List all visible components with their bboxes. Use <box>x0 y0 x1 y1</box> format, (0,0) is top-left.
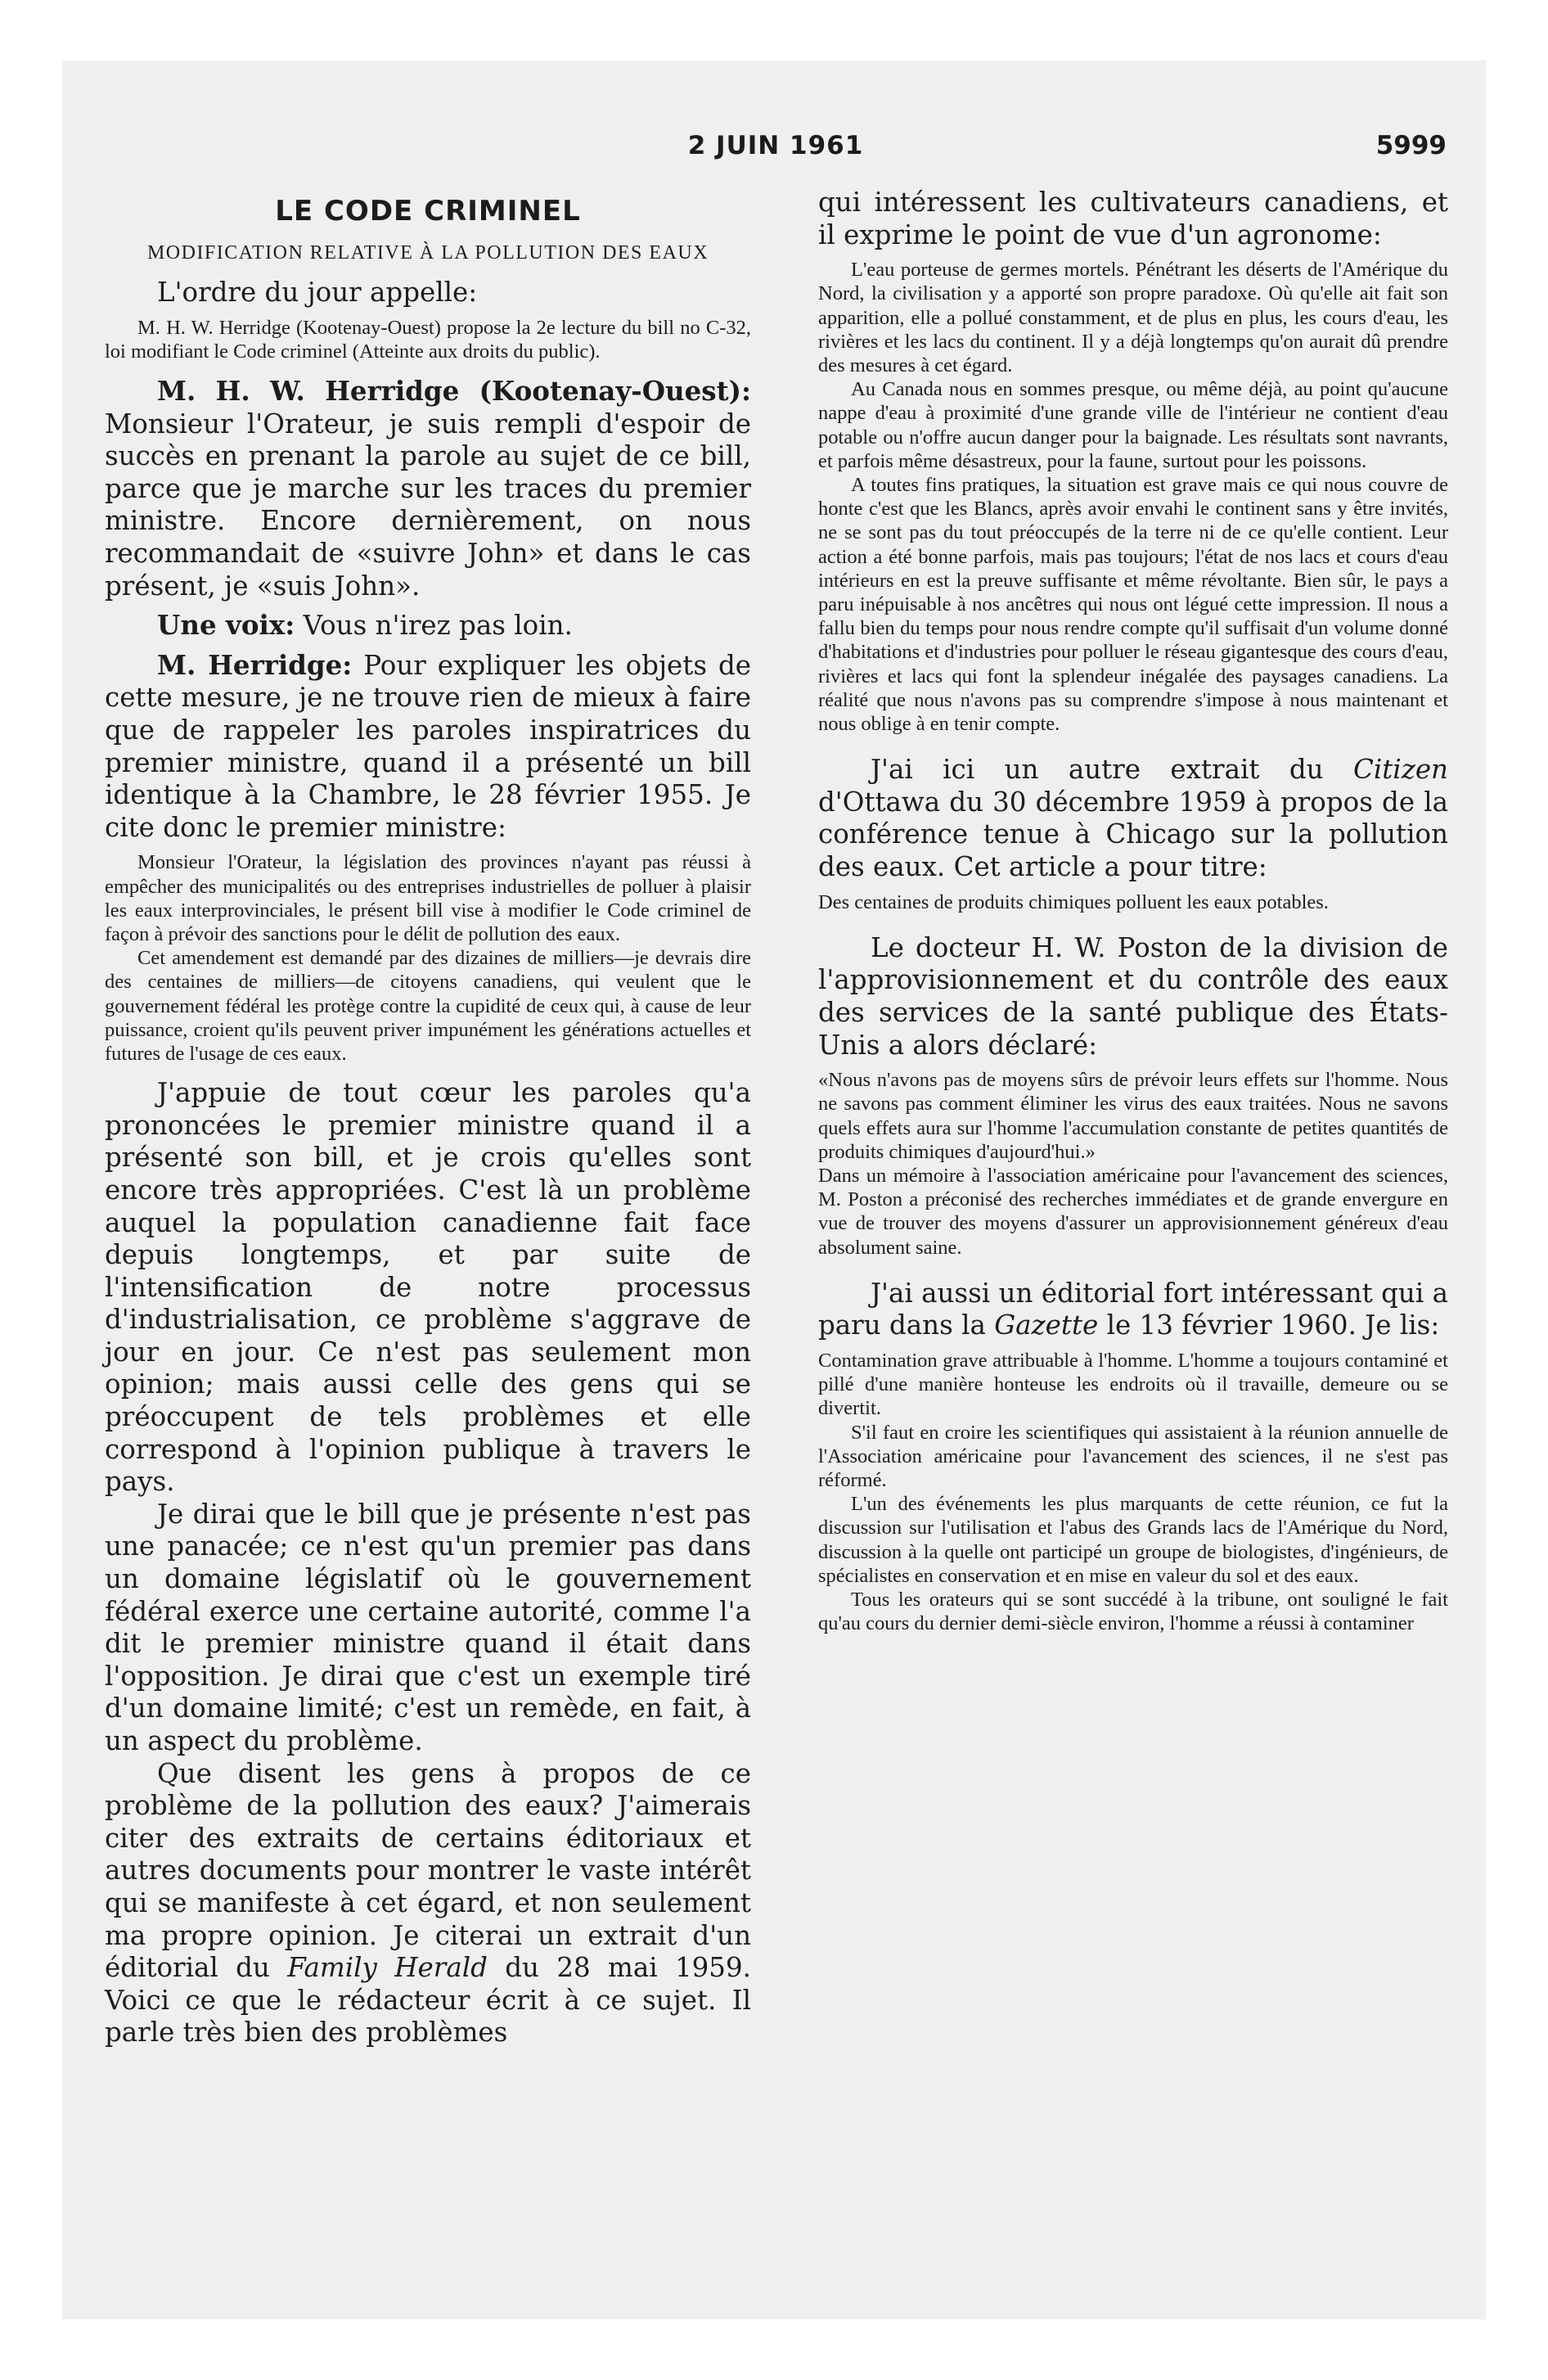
speech-paragraph: M. H. W. Herridge (Kootenay-Ouest): Monsieur l'Orateur, je suis rempli d'espoir de succès en prenant la parole au sujet de ce bill, parce que je marche sur les traces du premier ministre. Encore dernièrement, on nous recommandait de «suivre John» et dans le cas présent, je «suis John». <box>105 375 751 602</box>
speech-paragraph: qui intéressent les cultivateurs canadiens, et il exprime le point de vue d'un agronome: <box>818 187 1448 250</box>
page-date: 2 JUIN 1961 <box>687 131 864 160</box>
quoted-paragraph: L'eau porteuse de germes mortels. Pénétrant les déserts de l'Amérique du Nord, la civilisation y a apporté son propre paradoxe. Où qu'elle ait fait son apparition, elle a pollué constamment, et de plus en plus, les cours d'eau, les rivières et les lacs du continent. Il y a déjà longtemps qu'on aurait dû prendre des mesures à cet égard. <box>818 259 1448 376</box>
quoted-paragraph: A toutes fins pratiques, la situation est grave mais ce qui nous couvre de honte c'est que les Blancs, après avoir envahi le continent sans y être invités, ne se sont pas du tout préoccupés de la terre ni de ce qu'elle contient. Leur action a été bonne parfois, mais pas toujours; l'état de nos lacs et cours d'eau intérieurs en est la preuve suffisante et même révoltante. Bien sûr, le pays a paru inépuisable à nos ancêtres qui nous ont légué cette impression. Il nous a fallu bien du temps pour nous rendre compte qu'il suffisait d'un volume donné d'habitations et d'industries pour polluer le réseau gigantesque des cours d'eau, rivières et lacs qui font la splendeur inégalée des paysages canadiens. La réalité que nous n'avons pas su comprendre s'impose à nous maintenant et nous oblige à en tenir compte. <box>818 474 1448 736</box>
speech-paragraph: Que disent les gens à propos de ce problème de la pollution des eaux? J'aimerais citer des extraits de certains éditoriaux et autres documents pour montrer le vaste intérêt qui se manifeste à cet égard, et non seulement ma propre opinion. Je citerai un extrait d'un éditorial du Family Herald du 28 mai 1959. Voici ce que le rédacteur écrit à ce sujet. Il parle très bien des problèmes <box>105 1757 751 2049</box>
quoted-paragraph: Dans un mémoire à l'association américaine pour l'avancement des sciences, M. Poston a préconisé des recherches immédiates et de grande envergure en vue de trouver des moyens d'assurer un approvisionnement généreux d'eau absolument saine. <box>818 1165 1448 1259</box>
quoted-paragraph: Cet amendement est demandé par des dizaines de milliers—je devrais dire des centaines de milliers—de citoyens canadiens, qui veulent que le gouvernement fédéral les protège contre la cupidité de ceux qui, à cause de leur puissance, croient qu'ils peuvent priver impunément les générations actuelles et futures de l'usage de ces eaux. <box>105 947 751 1065</box>
quoted-paragraph: Tous les orateurs qui se sont succédé à la tribune, ont souligné le fait qu'au cours du dernier demi-siècle environ, l'homme a réussi à contaminer <box>818 1589 1448 1635</box>
right-column <box>818 187 1448 1635</box>
publication-title: Gazette <box>994 1309 1099 1341</box>
speech-paragraph: Le docteur H. W. Poston de la division de l'approvisionnement et du contrôle des eaux des services de la santé publique des États-Unis a alors déclaré: <box>818 931 1448 1061</box>
section-title: LE CODE CRIMINEL <box>275 195 581 228</box>
speaker-name: M. Herridge: <box>157 648 353 681</box>
publication-title: Citizen <box>1352 754 1448 786</box>
quoted-paragraph: Monsieur l'Orateur, la législation des provinces n'ayant pas réussi à empêcher des municipalités ou des entreprises industrielles de polluer à plaisir les eaux interprovinciales, le présent bill vise à modifier le Code criminel de façon à prévoir des sanctions pour le délit de pollution des eaux. <box>105 851 751 945</box>
left-column <box>105 187 751 2049</box>
speaker-name: M. H. W. Herridge (Kootenay-Ouest): <box>157 375 751 407</box>
speech-paragraph: J'ai ici un autre extrait du Citizen d'Ottawa du 30 décembre 1959 à propos de la conférence tenue à Chicago sur la pollution des eaux. Cet article a pour titre: <box>818 754 1448 883</box>
running-header <box>105 123 1447 172</box>
motion-text: M. H. W. Herridge (Kootenay-Ouest) propose la 2e lecture du bill no C-32, loi modifiant le Code criminel (Atteinte aux droits du public). <box>105 316 751 363</box>
speech-paragraph: J'ai aussi un éditorial fort intéressant qui a paru dans la Gazette le 13 février 1960. Je lis: <box>818 1277 1448 1341</box>
quoted-paragraph: S'il faut en croire les scientifiques qui assistaient à la réunion annuelle de l'Association américaine pour l'avancement des sciences, il ne s'est pas réformé. <box>818 1421 1448 1492</box>
speaker-name: Une voix: <box>157 609 295 642</box>
speech-paragraph: J'appuie de tout cœur les paroles qu'a prononcées le premier ministre quand il a présenté son bill, et je crois qu'elles sont encore très appropriées. C'est là un problème auquel la population canadienne fait face depuis longtemps, et par suite de l'intensification de notre processus d'industrialisation, ce problème s'aggrave de jour en jour. Ce n'est pas seulement mon opinion; mais aussi celle des gens qui se préoccupent de tels problèmes et elle correspond à l'opinion publique à travers le pays. <box>105 1077 751 1498</box>
speech-paragraph: M. Herridge: Pour expliquer les objets de cette mesure, je ne trouve rien de mieux à faire que de rappeler les paroles inspiratrices du premier ministre, quand il a présenté un bill identique à la Chambre, le 28 février 1955. Je cite donc le premier ministre: <box>105 648 751 843</box>
quoted-paragraph: «Nous n'avons pas de moyens sûrs de prévoir leurs effets sur l'homme. Nous ne savons pas comment éliminer les virus des eaux traitées. Nous ne savons quels effets aura sur l'homme l'accumulation constante de petites quantités de produits chimiques d'aujourd'hui.» <box>818 1069 1448 1163</box>
page-number: 5999 <box>1375 131 1447 160</box>
quoted-paragraph: Contamination grave attribuable à l'homme. L'homme a toujours contaminé et pillé d'une manière honteuse les endroits où il travaille, demeure ou se divertit. <box>818 1350 1448 1420</box>
article-headline: Des centaines de produits chimiques polluent les eaux potables. <box>818 890 1329 913</box>
quoted-paragraph: L'un des événements les plus marquants de cette réunion, ce fut la discussion sur l'utilisation et l'abus des Grands lacs de l'Amérique du Nord, discussion à la quelle ont participé un groupe de biologistes, d'ingénieurs, de spécialistes en conservation et en mise en valeur du sol et des eaux. <box>818 1493 1448 1587</box>
speech-paragraph: Je dirai que le bill que je présente n'est pas une panacée; ce n'est qu'un premier pas dans un domaine législatif où le gouvernement fédéral exerce une certaine autorité, comme l'a dit le premier ministre quand il était dans l'opposition. Je dirai que c'est un exemple tiré d'un domaine limité; c'est un remède, en fait, à un aspect du problème. <box>105 1498 751 1757</box>
interjection-paragraph: Une voix: Vous n'irez pas loin. <box>157 609 573 642</box>
order-of-day: L'ordre du jour appelle: <box>157 277 478 308</box>
quoted-paragraph: Au Canada nous en sommes presque, ou même déjà, au point qu'aucune nappe d'eau à proximité d'une grande ville de l'intérieur ne contient d'eau potable ou n'offre aucun danger pour la baignade. Les résultats sont navrants, et parfois même désastreux, pour la faune, surtout pour les poissons. <box>818 378 1448 472</box>
section-subtitle: MODIFICATION RELATIVE À LA POLLUTION DES EAUX <box>146 242 709 264</box>
publication-title: Family Herald <box>287 1952 488 1984</box>
